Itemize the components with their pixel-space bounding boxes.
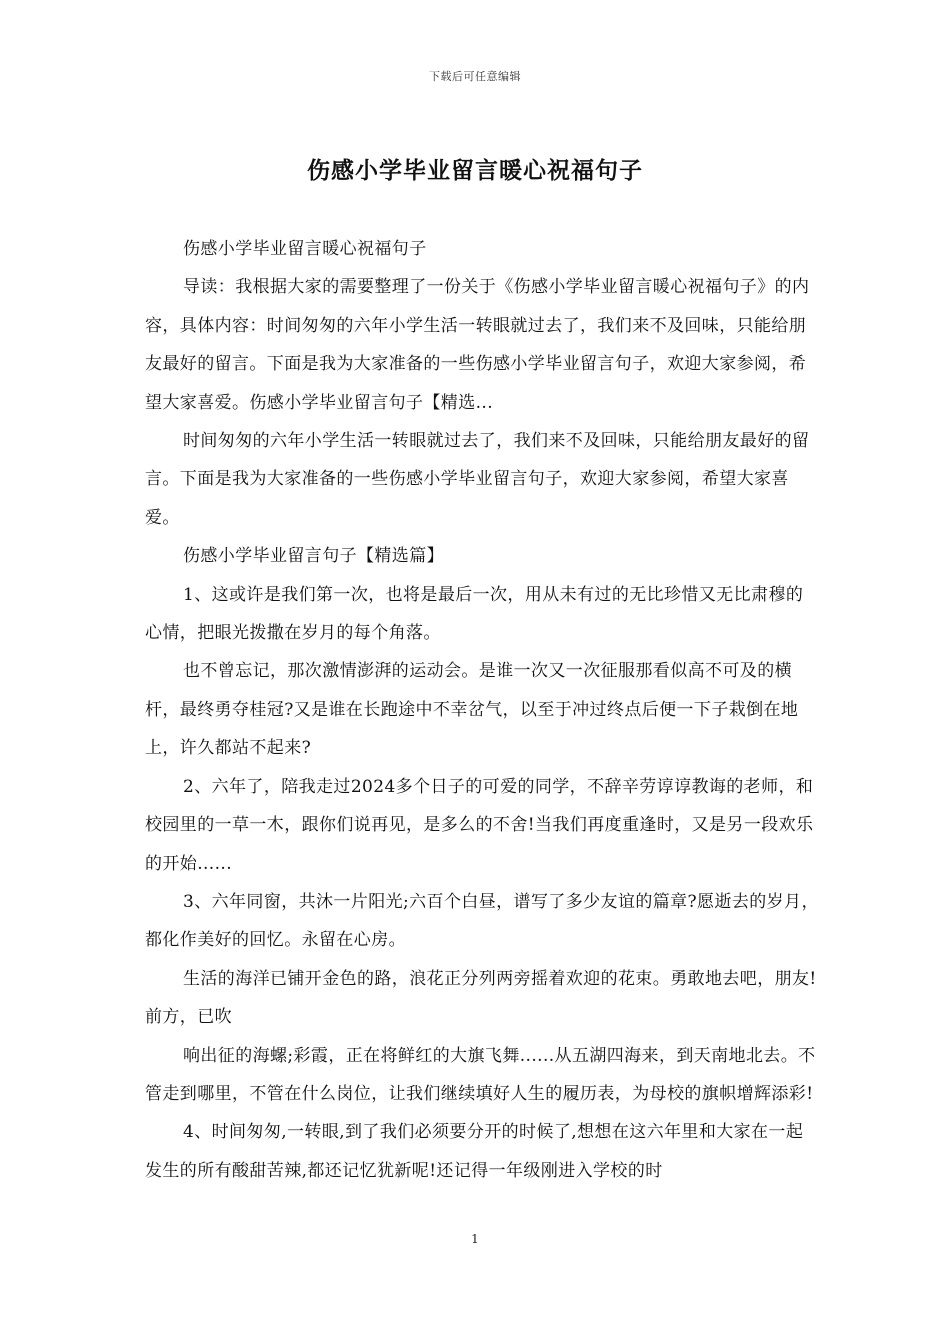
document-body <box>145 230 820 1190</box>
body-paragraph: 1、这或许是我们第一次，也将是最后一次，用从未有过的无比珍惜又无比肃穆的心情，把眼光拨撒在岁月的每个角落。 <box>145 584 804 644</box>
body-paragraph: 2、六年了，陪我走过2024多个日子的可爱的同学，不辞辛劳谆谆教诲的老师，和校园里的一草一木，跟你们说再见，是多么的不舍!当我们再度重逢时，又是另一段欢乐的开始...... <box>145 776 814 874</box>
body-paragraph: 时间匆匆的六年小学生活一转眼就过去了，我们来不及回味，只能给朋友最好的留言。下面是我为大家准备的一些伤感小学毕业留言句子，欢迎大家参阅，希望大家喜爱。 <box>145 431 810 528</box>
body-paragraph: 伤感小学毕业留言句子【精选篇】 <box>183 546 444 567</box>
page-number: 1 <box>471 1232 479 1246</box>
body-paragraph: 生活的海洋已铺开金色的路，浪花正分列两旁摇着欢迎的花束。勇敢地去吧，朋友!前方，已吹 <box>145 968 817 1028</box>
body-paragraph: 响出征的海螺;彩霞，正在将鲜红的大旗飞舞......从五湖四海来，到天南地北去。不管走到哪里，不管在什么岗位，让我们继续填好人生的履历表，为母校的旗帜增辉添彩! <box>145 1045 816 1104</box>
body-paragraph: 导读：我根据大家的需要整理了一份关于《伤感小学毕业留言暖心祝福句子》的内容，具体内容：时间匆匆的六年小学生活一转眼就过去了，我们来不及回味，只能给朋友最好的留言。下面是我为大家准备的一些伤感小学毕业留言句子，欢迎大家参阅，希望大家喜爱。伤感小学毕业留言句子【精选... <box>145 277 810 413</box>
body-paragraph: 伤感小学毕业留言暖心祝福句子 <box>183 239 427 259</box>
body-paragraph: 3、六年同窗，共沐一片阳光;六百个白昼，谱写了多少友谊的篇章?愿逝去的岁月，都化作美好的回忆。永留在心房。 <box>145 891 819 951</box>
body-paragraph: 也不曾忘记，那次激情澎湃的运动会。是谁一次又一次征服那看似高不可及的横杆，最终勇夺桂冠?又是谁在长跑途中不幸岔气，以至于冲过终点后便一下子栽倒在地上，许久都站不起来? <box>145 661 799 759</box>
header-note: 下载后可任意编辑 <box>429 70 521 83</box>
document-title: 伤感小学毕业留言暖心祝福句子 <box>307 157 643 184</box>
body-paragraph: 4、时间匆匆,一转眼,到了我们必须要分开的时候了,想想在这六年里和大家在一起发生的所有酸甜苦辣,都还记忆犹新呢!还记得一年级刚进入学校的时 <box>145 1122 804 1181</box>
